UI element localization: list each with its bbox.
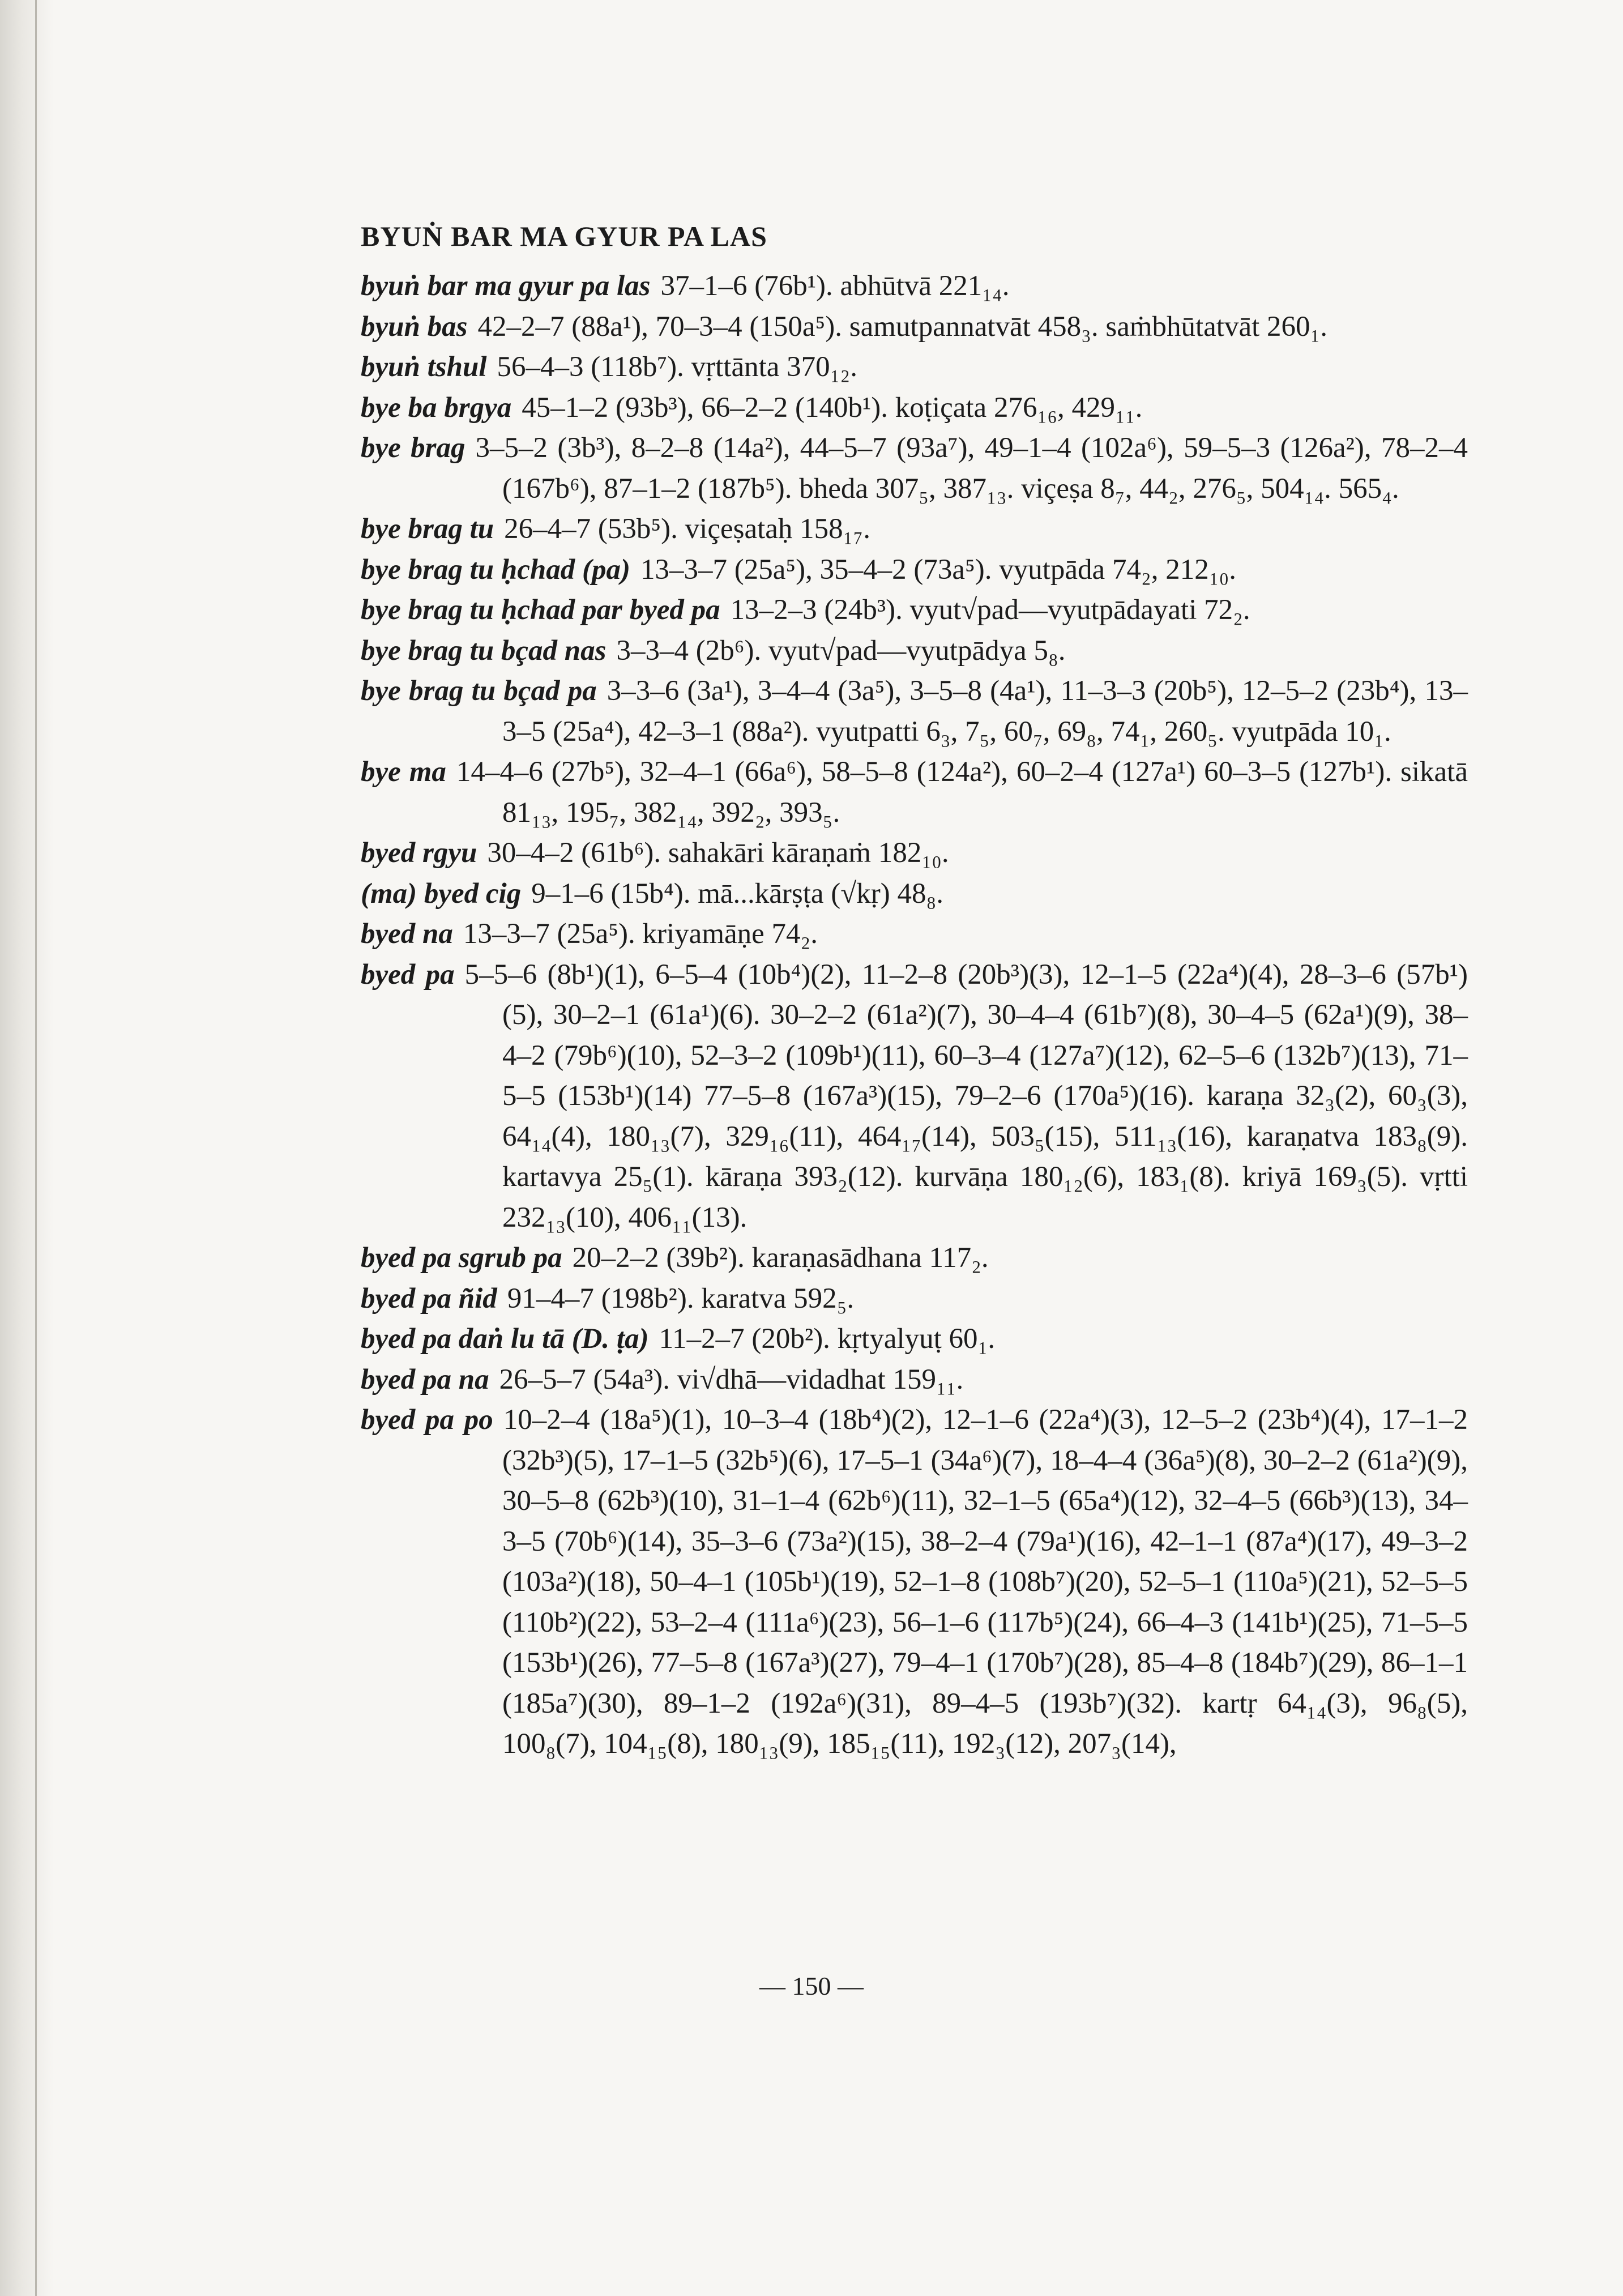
- entry-headword: byed pa ñid: [361, 1282, 497, 1315]
- entry-headword: byed pa na: [361, 1363, 489, 1395]
- dictionary-entry: [361, 590, 1468, 631]
- dictionary-entry: [361, 631, 1468, 672]
- entry-body: 26–5–7 (54a³). vi√dhā—vidadhat 159₁₁.: [499, 1363, 964, 1395]
- dictionary-entry: [361, 752, 1468, 833]
- dictionary-entry: [361, 388, 1468, 429]
- entry-headword: bye brag tu bçad pa: [361, 675, 597, 707]
- entry-headword: bye brag tu ḥchad (pa): [361, 553, 630, 586]
- entry-headword: (ma) byed cig: [361, 877, 522, 910]
- page-binding-edge: [0, 0, 54, 2296]
- entry-headword: bye brag tu: [361, 513, 494, 545]
- entry-body: 10–2–4 (18a⁵)(1), 10–3–4 (18b⁴)(2), 12–1–6 (22a⁴)(3), 12–5–2 (23b⁴)(4), 17–1–2 (32b³)(5), 17–1–5 (32b⁵)(6), 17–5–1 (34a⁶)(7), 18–4–4 (36a⁵)(8), 30–2–2 (61a²)(9), 30–5–8 (62b³)(10), 31–1–4 (62b⁶)(11), 32–1–5 (65a⁴)(12), 32–4–5 (66b³)(13), 34–3–5 (70b⁶)(14), 35–3–6 (73a²)(15), 38–2–4 (79a¹)(16), 42–1–1 (87a⁴)(17), 49–3–2 (103a²)(18), 50–4–1 (105b¹)(19), 52–1–8 (108b⁷)(20), 52–5–1 (110a⁵)(21), 52–5–5 (110b²)(22), 53–2–4 (111a⁶)(23), 56–1–6 (117b⁵)(24), 66–4–3 (141b¹)(25), 71–5–5 (153b¹)(26), 77–5–8 (167a³)(27), 79–4–1 (170b⁷)(28), 85–4–8 (184b⁷)(29), 86–1–1 (185a⁷)(30), 89–1–2 (192a⁶)(31), 89–4–5 (193b⁷)(32). kartṛ 64₁₄(3), 96₈(5), 100₈(7), 104₁₅(8), 180₁₃(9), 185₁₅(11), 192₃(12), 207₃(14),: [502, 1404, 1468, 1760]
- entry-headword: byed pa: [361, 958, 455, 991]
- entry-body: 30–4–2 (61b⁶). sahakāri kāraṇaṁ 182₁₀.: [487, 837, 949, 869]
- entry-body: 11–2–7 (20b²). kṛtyalyuṭ 60₁.: [659, 1323, 996, 1355]
- dictionary-entry: [361, 874, 1468, 915]
- dictionary-entry: [361, 307, 1468, 348]
- entry-body: 56–4–3 (118b⁷). vṛttānta 370₁₂.: [497, 351, 857, 383]
- dictionary-entry: [361, 671, 1468, 752]
- entry-body: 3–3–4 (2b⁶). vyut√pad—vyutpādya 5₈.: [616, 634, 1066, 667]
- entry-headword: byed pa daṅ lu tā (D. ṭa): [361, 1323, 649, 1355]
- dictionary-entry: [361, 1279, 1468, 1320]
- entry-body: 42–2–7 (88a¹), 70–3–4 (150a⁵). samutpannatvāt 458₃. saṁbhūtatvāt 260₁.: [477, 310, 1328, 343]
- entry-headword: bye brag: [361, 432, 465, 464]
- entry-body: 9–1–6 (15b⁴). mā...kārṣṭa (√kṛ) 48₈.: [531, 877, 944, 910]
- page-number: — 150 —: [759, 1971, 864, 2000]
- entry-body: 14–4–6 (27b⁵), 32–4–1 (66a⁶), 58–5–8 (124a²), 60–2–4 (127a¹) 60–3–5 (127b¹). sikatā 81₁₃, 195₇, 382₁₄, 392₂, 393₅.: [456, 756, 1468, 829]
- entry-body: 13–3–7 (25a⁵). kriyamāṇe 74₂.: [463, 918, 818, 950]
- entry-body: 3–3–6 (3a¹), 3–4–4 (3a⁵), 3–5–8 (4a¹), 11–3–3 (20b⁵), 12–5–2 (23b⁴), 13–3–5 (25a⁴), 42–3–1 (88a²). vyutpatti 6₃, 7₅, 60₇, 69₈, 74₁, 260₅. vyutpāda 10₁.: [502, 675, 1468, 748]
- entry-body: 3–5–2 (3b³), 8–2–8 (14a²), 44–5–7 (93a⁷), 49–1–4 (102a⁶), 59–5–3 (126a²), 78–2–4 (167b⁶), 87–1–2 (187b⁵). bheda 307₅, 387₁₃. viçeṣa 8₇, 44₂, 276₅, 504₁₄. 565₄.: [475, 432, 1468, 505]
- dictionary-entry: [361, 1360, 1468, 1401]
- entry-headword: byed pa sgrub pa: [361, 1242, 562, 1274]
- entry-headword: bye ba brgya: [361, 391, 512, 424]
- dictionary-entry: [361, 955, 1468, 1239]
- dictionary-entries: [361, 266, 1468, 1765]
- entry-headword: byuṅ bar ma gyur pa las: [361, 270, 651, 302]
- dictionary-entry: [361, 509, 1468, 550]
- entry-headword: bye ma: [361, 756, 446, 788]
- dictionary-entry: [361, 833, 1468, 874]
- entry-body: 5–5–6 (8b¹)(1), 6–5–4 (10b⁴)(2), 11–2–8 (20b³)(3), 12–1–5 (22a⁴)(4), 28–3–6 (57b¹)(5), 30–2–1 (61a¹)(6). 30–2–2 (61a²)(7), 30–4–4 (61b⁷)(8), 30–4–5 (62a¹)(9), 38–4–2 (79b⁶)(10), 52–3–2 (109b¹)(11), 60–3–4 (127a⁷)(12), 62–5–6 (132b⁷)(13), 71–5–5 (153b¹)(14) 77–5–8 (167a³)(15), 79–2–6 (170a⁵)(16). karaṇa 32₃(2), 60₃(3), 64₁₄(4), 180₁₃(7), 329₁₆(11), 464₁₇(14), 503₅(15), 511₁₃(16), karaṇatva 183₈(9). kartavya 25₅(1). kāraṇa 393₂(12). kurvāṇa 180₁₂(6), 183₁(8). kriyā 169₃(5). vṛtti 232₁₃(10), 406₁₁(13).: [464, 958, 1468, 1234]
- entry-body: 91–4–7 (198b²). karatva 592₅.: [507, 1282, 855, 1315]
- dictionary-entry: [361, 1319, 1468, 1360]
- entry-body: 45–1–2 (93b³), 66–2–2 (140b¹). koṭiçata 276₁₆, 429₁₁.: [522, 391, 1143, 424]
- entry-headword: bye brag tu bçad nas: [361, 634, 607, 667]
- dictionary-entry: [361, 914, 1468, 955]
- dictionary-entry: [361, 1400, 1468, 1765]
- dictionary-entry: [361, 428, 1468, 509]
- page-title: BYUṄ BAR MA GYUR PA LAS: [361, 220, 767, 252]
- entry-headword: byed rgyu: [361, 837, 477, 869]
- entry-body: 26–4–7 (53b⁵). viçeṣataḥ 158₁₇.: [504, 513, 870, 545]
- entry-body: 20–2–2 (39b²). karaṇasādhana 117₂.: [572, 1242, 989, 1274]
- dictionary-entry: [361, 550, 1468, 591]
- entry-headword: bye brag tu ḥchad par byed pa: [361, 594, 720, 626]
- dictionary-entry: [361, 347, 1468, 388]
- dictionary-entry: [361, 266, 1468, 307]
- entry-headword: byuṅ tshul: [361, 351, 487, 383]
- entry-body: 37–1–6 (76b¹). abhūtvā 221₁₄.: [660, 270, 1010, 302]
- dictionary-entry: [361, 1238, 1468, 1279]
- entry-headword: byed na: [361, 918, 453, 950]
- entry-body: 13–3–7 (25a⁵), 35–4–2 (73a⁵). vyutpāda 74₂, 212₁₀.: [640, 553, 1237, 586]
- entry-headword: byed pa po: [361, 1404, 493, 1436]
- entry-headword: byuṅ bas: [361, 310, 468, 343]
- entry-body: 13–2–3 (24b³). vyut√pad—vyutpādayati 72₂.: [730, 594, 1250, 626]
